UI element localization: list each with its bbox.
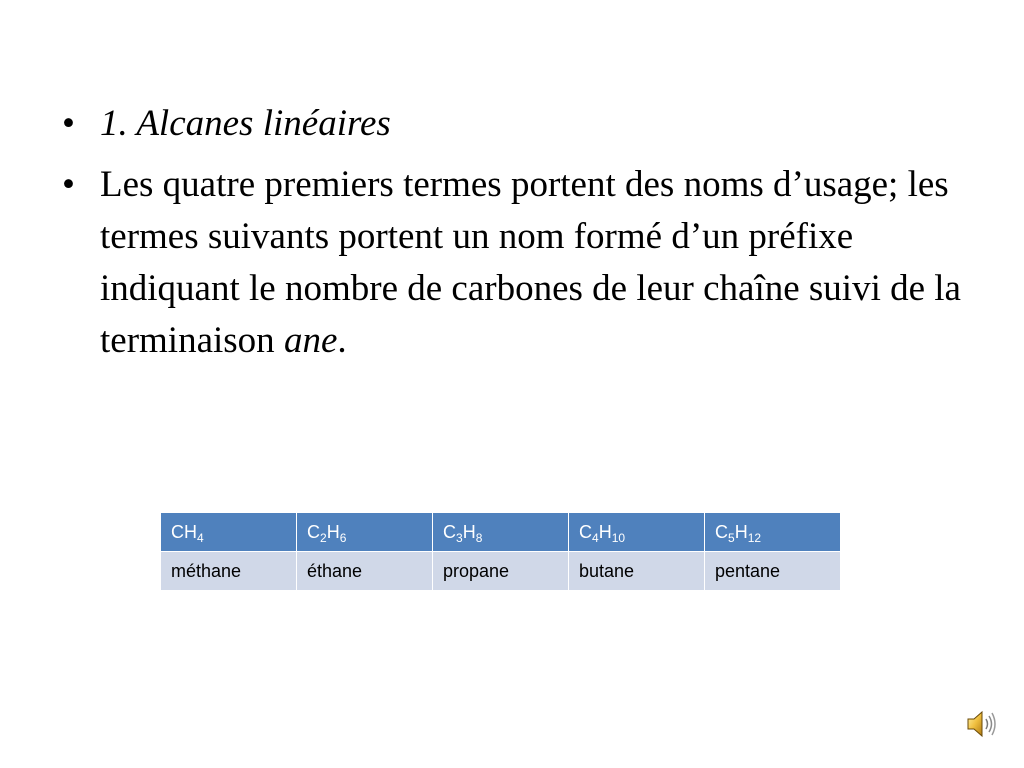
- body-text-end: .: [337, 320, 347, 361]
- table-header-row: [161, 513, 841, 552]
- name-cell: butane: [569, 552, 705, 591]
- bullet-item-title: [62, 98, 962, 150]
- body-text: Les quatre premiers termes portent des noms d’usage; les termes suivants portent un nom formé d’un préfixe indiquant le nombre de carbones de leur chaîne suivi de la terminaison: [100, 164, 961, 361]
- bullet-marker: •: [62, 164, 75, 205]
- bullet-list: [62, 98, 962, 376]
- formula-cell: $C_5H_{12}$: [705, 513, 841, 552]
- alkane-table-container: [160, 512, 841, 591]
- table-row: [161, 552, 841, 591]
- formula-cell: $C_3H_8$: [433, 513, 569, 552]
- formula-cell: $C_4H_{10}$: [569, 513, 705, 552]
- name-cell: pentane: [705, 552, 841, 591]
- section-title: 1. Alcanes linéaires: [100, 103, 391, 144]
- name-cell: propane: [433, 552, 569, 591]
- bullet-marker: •: [62, 103, 75, 144]
- name-cell: méthane: [161, 552, 297, 591]
- speaker-icon[interactable]: [964, 706, 1000, 742]
- formula-cell: $C_2H_6$: [297, 513, 433, 552]
- bullet-item-body: [62, 159, 962, 367]
- alkane-table: [160, 512, 841, 591]
- body-text-italic: ane: [283, 320, 338, 361]
- name-cell: éthane: [297, 552, 433, 591]
- formula-cell: $CH_4$: [161, 513, 297, 552]
